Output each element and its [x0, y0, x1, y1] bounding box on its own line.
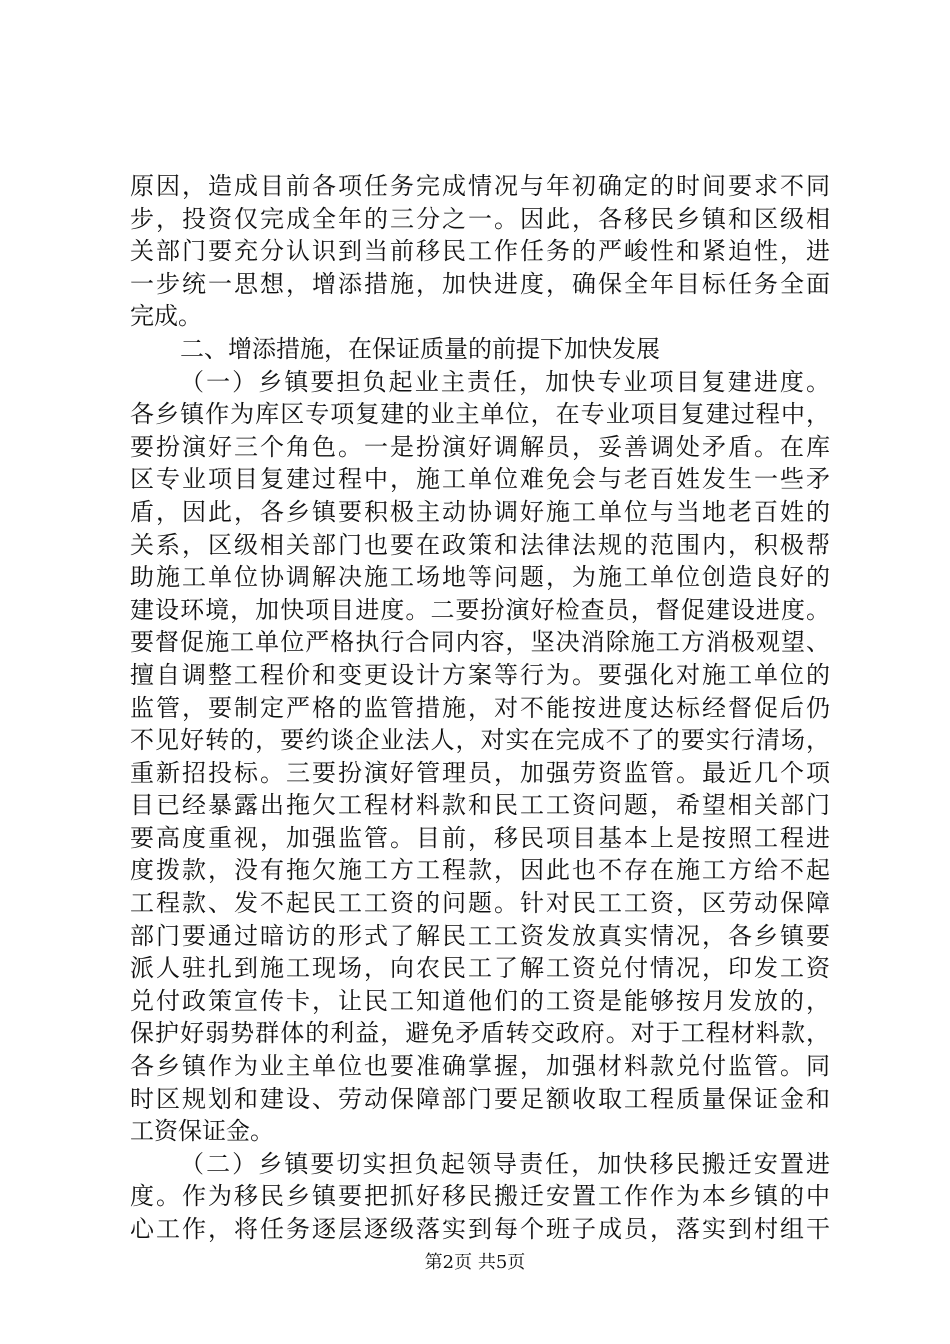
page-number-footer: 第2页 共5页 — [424, 1252, 526, 1273]
text-line: 各乡镇作为业主单位也要准确掌握，加强材料款兑付监管。同 — [130, 1052, 830, 1081]
text-line: 关部门要充分认识到当前移民工作任务的严峻性和紧迫性，进 — [130, 237, 830, 266]
document-body — [130, 170, 830, 1246]
text-line: 步，投资仅完成全年的三分之一。因此，各移民乡镇和区级相 — [130, 204, 830, 233]
text-line: 兑付政策宣传卡，让民工知道他们的工资是能够按月发放的， — [130, 986, 830, 1015]
subsection-heading: （二）乡镇要切实担负起领导责任，加快移民搬迁安置进 — [180, 1149, 830, 1178]
text-line: 要高度重视，加强监管。目前，移民项目基本上是按照工程进 — [130, 823, 830, 852]
text-line: 完成。 — [130, 302, 202, 331]
text-line: 一步统一思想，增添措施，加快进度，确保全年目标任务全面 — [130, 269, 830, 298]
text-line: 派人驻扎到施工现场，向农民工了解工资兑付情况，印发工资 — [130, 954, 830, 983]
text-line: 部门要通过暗访的形式了解民工工资发放真实情况，各乡镇要 — [130, 921, 830, 950]
text-line: 工资保证金。 — [130, 1117, 274, 1146]
text-line: 盾，因此，各乡镇要积极主动协调好施工单位与当地老百姓的 — [130, 497, 830, 526]
text-line: 工程款、发不起民工工资的问题。针对民工工资，区劳动保障 — [130, 889, 830, 918]
text-line: 度。作为移民乡镇要把抓好移民搬迁安置工作作为本乡镇的中 — [130, 1182, 830, 1211]
text-line: 时区规划和建设、劳动保障部门要足额收取工程质量保证金和 — [130, 1084, 830, 1113]
text-line: 不见好转的，要约谈企业法人，对实在完成不了的要实行清场， — [130, 726, 830, 755]
text-line: 目已经暴露出拖欠工程材料款和民工工资问题，希望相关部门 — [130, 791, 830, 820]
text-line: 心工作，将任务逐层逐级落实到每个班子成员，落实到村组干 — [130, 1215, 830, 1243]
text-line: 擅自调整工程价和变更设计方案等行为。要强化对施工单位的 — [130, 660, 830, 689]
text-line: 重新招投标。三要扮演好管理员，加强劳资监管。最近几个项 — [130, 758, 830, 787]
text-line: 建设环境，加快项目进度。二要扮演好检查员，督促建设进度。 — [130, 595, 830, 624]
text-line: 原因，造成目前各项任务完成情况与年初确定的时间要求不同 — [130, 172, 830, 200]
text-line: 监管，要制定严格的监管措施，对不能按进度达标经督促后仍 — [130, 693, 830, 722]
text-line: 助施工单位协调解决施工场地等问题，为施工单位创造良好的 — [130, 563, 830, 592]
section-heading: 二、增添措施，在保证质量的前提下加快发展 — [180, 334, 660, 363]
text-line: 关系，区级相关部门也要在政策和法律法规的范围内，积极帮 — [130, 530, 830, 559]
text-line: 要扮演好三个角色。一是扮演好调解员，妥善调处矛盾。在库 — [130, 432, 830, 461]
text-line: 区专业项目复建过程中，施工单位难免会与老百姓发生一些矛 — [130, 465, 830, 494]
text-line: 度拨款，没有拖欠施工方工程款，因此也不存在施工方给不起 — [130, 856, 830, 885]
text-line: 保护好弱势群体的利益，避免矛盾转交政府。对于工程材料款， — [130, 1019, 830, 1048]
text-line: 各乡镇作为库区专项复建的业主单位，在专业项目复建过程中， — [130, 400, 830, 429]
text-line: 要督促施工单位严格执行合同内容，坚决消除施工方消极观望、 — [130, 628, 830, 657]
subsection-heading: （一）乡镇要担负起业主责任，加快专业项目复建进度。 — [180, 367, 830, 396]
